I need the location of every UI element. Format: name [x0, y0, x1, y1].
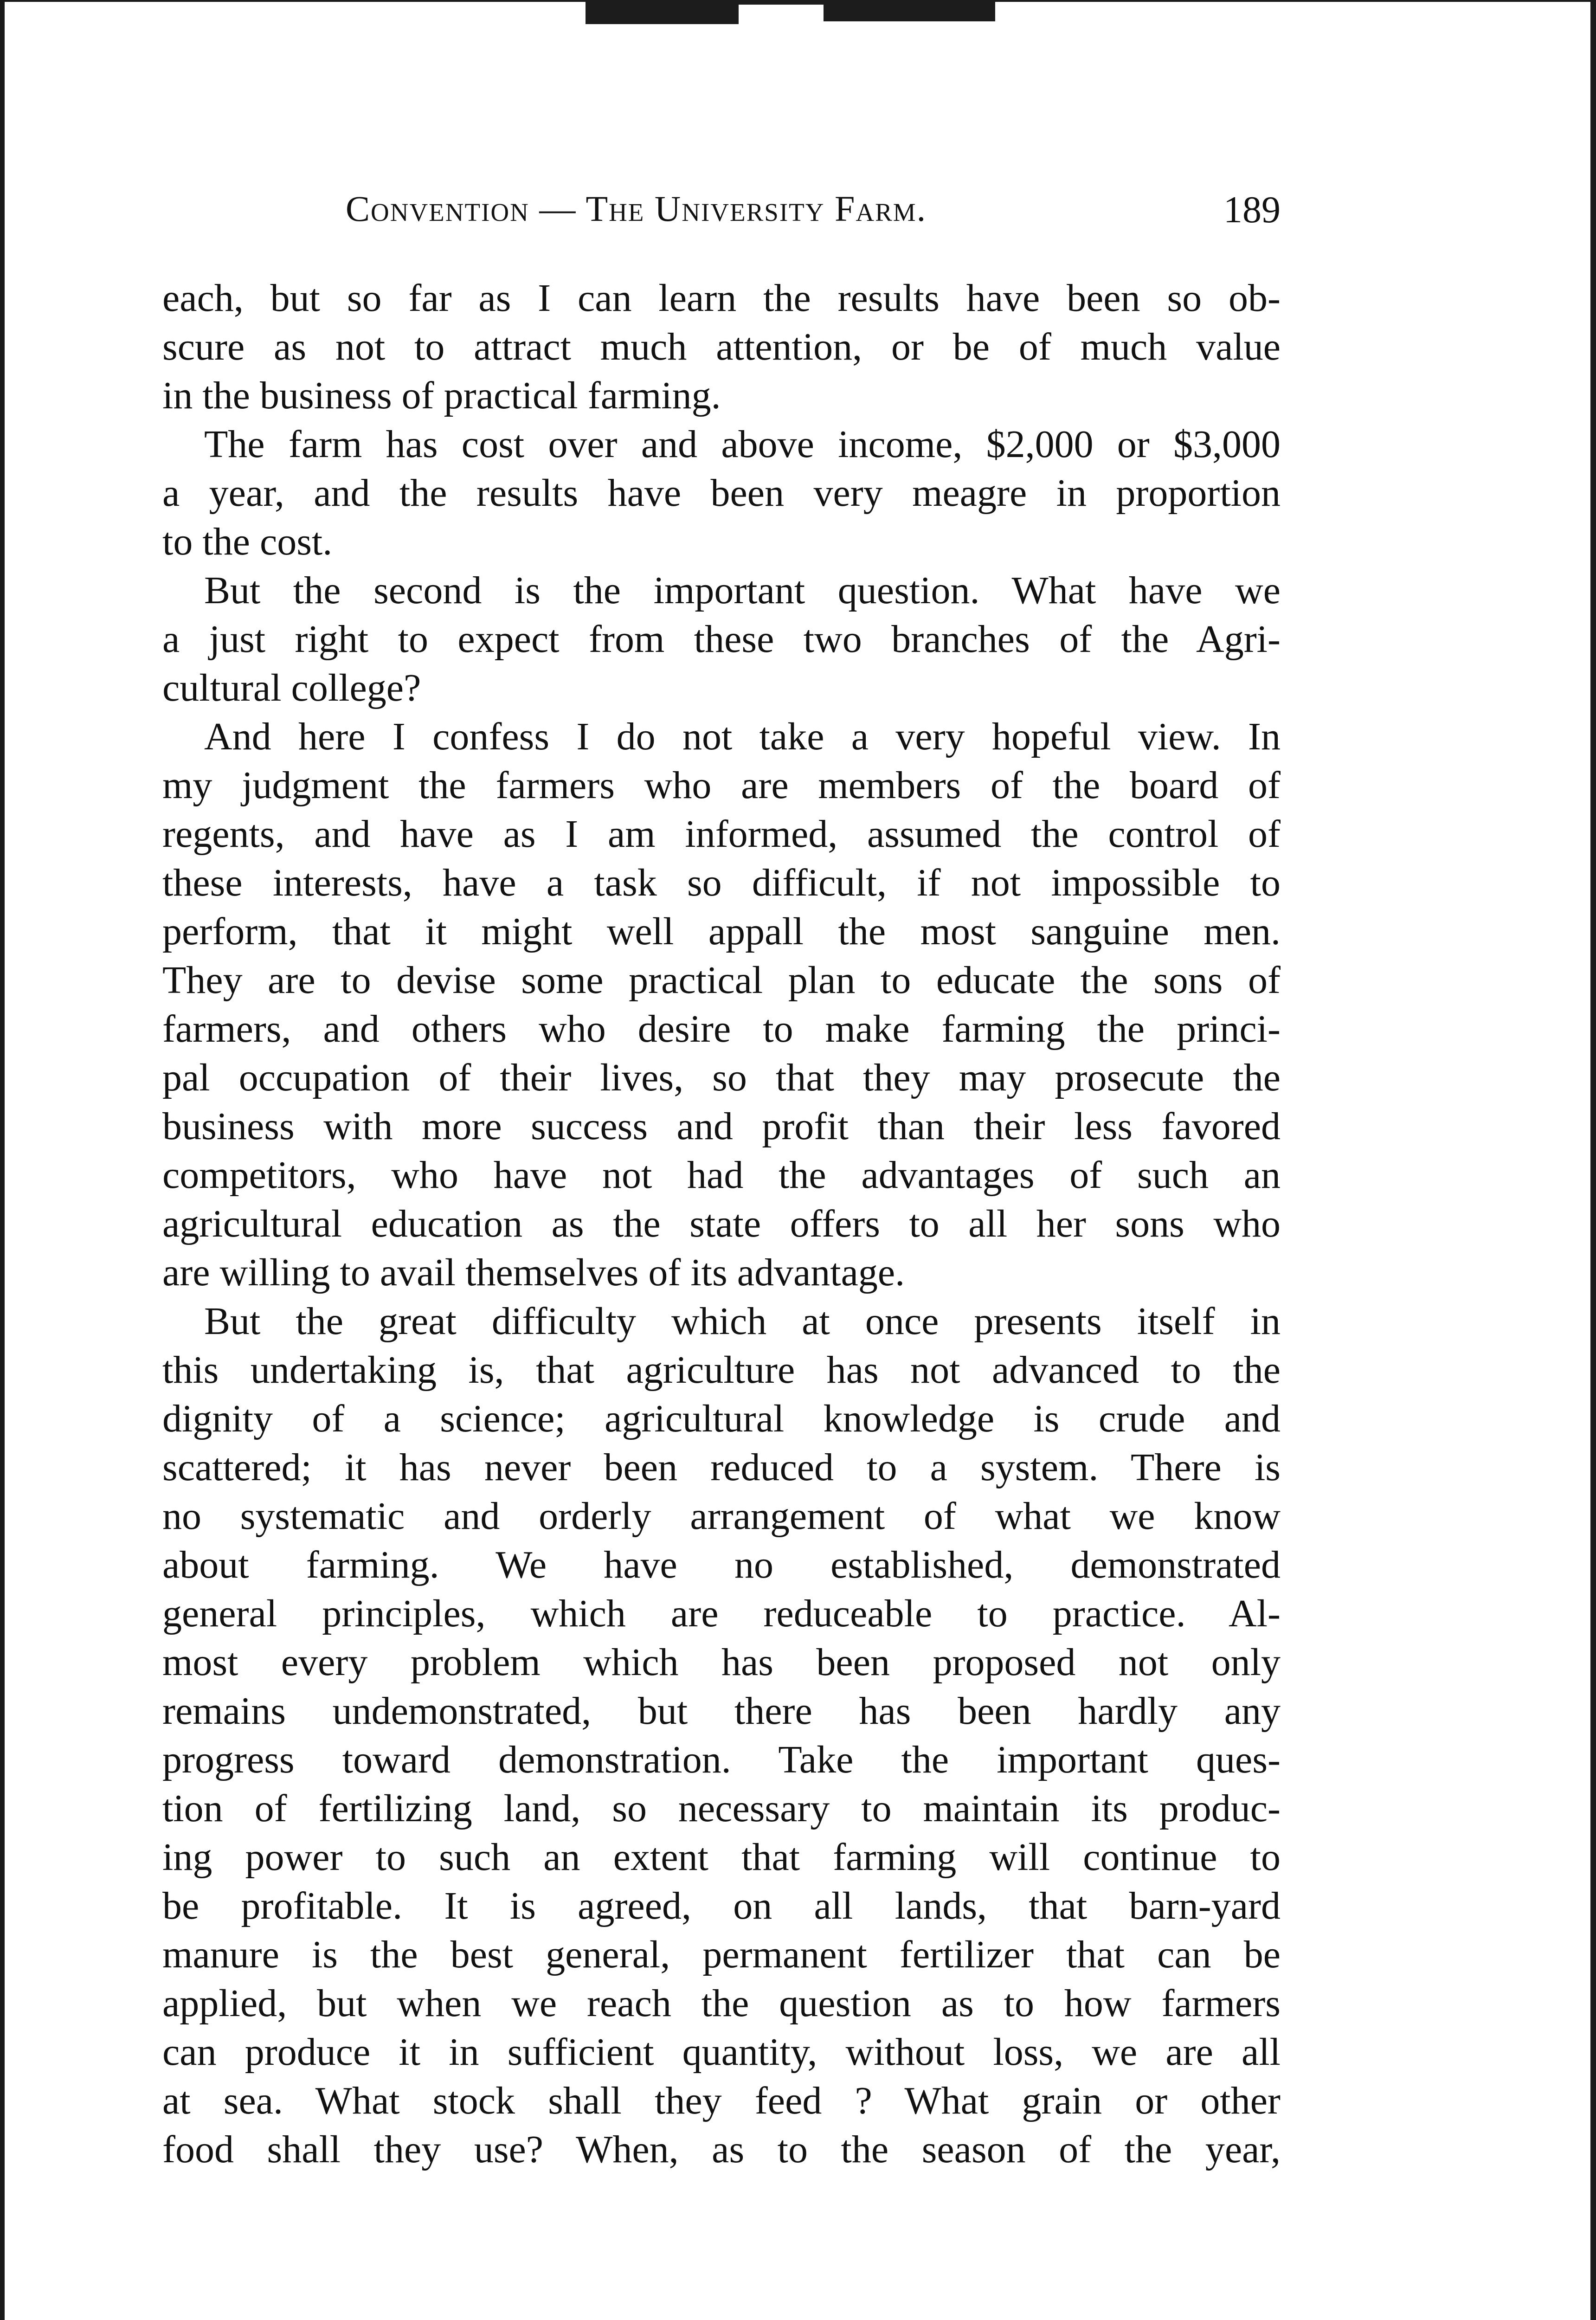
text-body — [162, 274, 1281, 2174]
text-line: are willing to avail themselves of its advantage. — [162, 1251, 905, 1294]
text-line: my judgment the farmers who are members of the board of — [162, 764, 1281, 807]
text-line: applied, but when we reach the question as to how farmers — [162, 1982, 1281, 2025]
text-line: each, but so far as I can learn the results have been so ob- — [162, 277, 1281, 320]
text-line: this undertaking is, that agriculture has not advanced to the — [162, 1348, 1281, 1392]
paragraph-1 — [162, 274, 1281, 420]
text-line: And here I confess I do not take a very hopeful view. In — [204, 715, 1281, 758]
text-line: a year, and the results have been very meagre in proportion — [162, 471, 1281, 515]
text-line: a just right to expect from these two branches of the Agri- — [162, 618, 1281, 661]
text-line: perform, that it might well appall the most sanguine men. — [162, 910, 1281, 953]
text-line: most every problem which has been proposed not only — [162, 1641, 1281, 1684]
text-line: But the second is the important question. What have we — [204, 569, 1281, 612]
text-line: regents, and have as I am informed, assumed the control of — [162, 812, 1281, 856]
scan-smudge — [586, 0, 739, 24]
text-line: But the great difficulty which at once presents itself in — [204, 1300, 1281, 1343]
text-line: progress toward demonstration. Take the important ques- — [162, 1738, 1281, 1781]
text-line: scure as not to attract much attention, or be of much value — [162, 325, 1281, 368]
text-line: competitors, who have not had the advantages of such an — [162, 1154, 1281, 1197]
text-line: tion of fertilizing land, so necessary to maintain its produc- — [162, 1787, 1281, 1830]
running-title: Convention — The University Farm. — [346, 188, 927, 229]
text-line: about farming. We have no established, demonstrated — [162, 1543, 1281, 1586]
text-line: be profitable. It is agreed, on all lands, that barn-yard — [162, 1884, 1281, 1927]
paragraph-3 — [162, 566, 1281, 712]
text-line: scattered; it has never been reduced to a system. There is — [162, 1446, 1281, 1489]
text-line: The farm has cost over and above income, $2,000 or $3,000 — [204, 423, 1281, 466]
text-line: food shall they use? When, as to the season of the year, — [162, 2128, 1281, 2171]
text-line: agricultural education as the state offers to all her sons who — [162, 1202, 1281, 1245]
paragraph-4 — [162, 712, 1281, 1297]
text-line: They are to devise some practical plan to educate the sons of — [162, 959, 1281, 1002]
page-number: 189 — [1223, 188, 1281, 231]
text-line: at sea. What stock shall they feed ? What grain or other — [162, 2079, 1281, 2122]
text-line: ing power to such an extent that farming will continue to — [162, 1836, 1281, 1879]
scan-smudge — [824, 0, 995, 21]
text-line: pal occupation of their lives, so that they may prosecute the — [162, 1056, 1281, 1099]
text-line: no systematic and orderly arrangement of what we know — [162, 1495, 1281, 1538]
text-line: can produce it in sufficient quantity, without loss, we are all — [162, 2030, 1281, 2074]
text-line: dignity of a science; agricultural knowledge is crude and — [162, 1397, 1281, 1440]
scan-smudge — [739, 0, 824, 5]
paragraph-5 — [162, 1297, 1281, 2174]
text-line: these interests, have a task so difficult, if not impossible to — [162, 861, 1281, 904]
text-line: manure is the best general, permanent fertilizer that can be — [162, 1933, 1281, 1976]
text-line: general principles, which are reduceable to practice. Al- — [162, 1592, 1281, 1635]
text-line: remains undemonstrated, but there has been hardly any — [162, 1689, 1281, 1733]
text-line: cultural college? — [162, 666, 421, 709]
text-line: to the cost. — [162, 520, 333, 563]
text-line: business with more success and profit than their less favored — [162, 1105, 1281, 1148]
text-line: farmers, and others who desire to make farming the princi- — [162, 1007, 1281, 1050]
running-head — [162, 188, 1281, 239]
paragraph-2 — [162, 420, 1281, 566]
text-line: in the business of practical farming. — [162, 374, 721, 417]
